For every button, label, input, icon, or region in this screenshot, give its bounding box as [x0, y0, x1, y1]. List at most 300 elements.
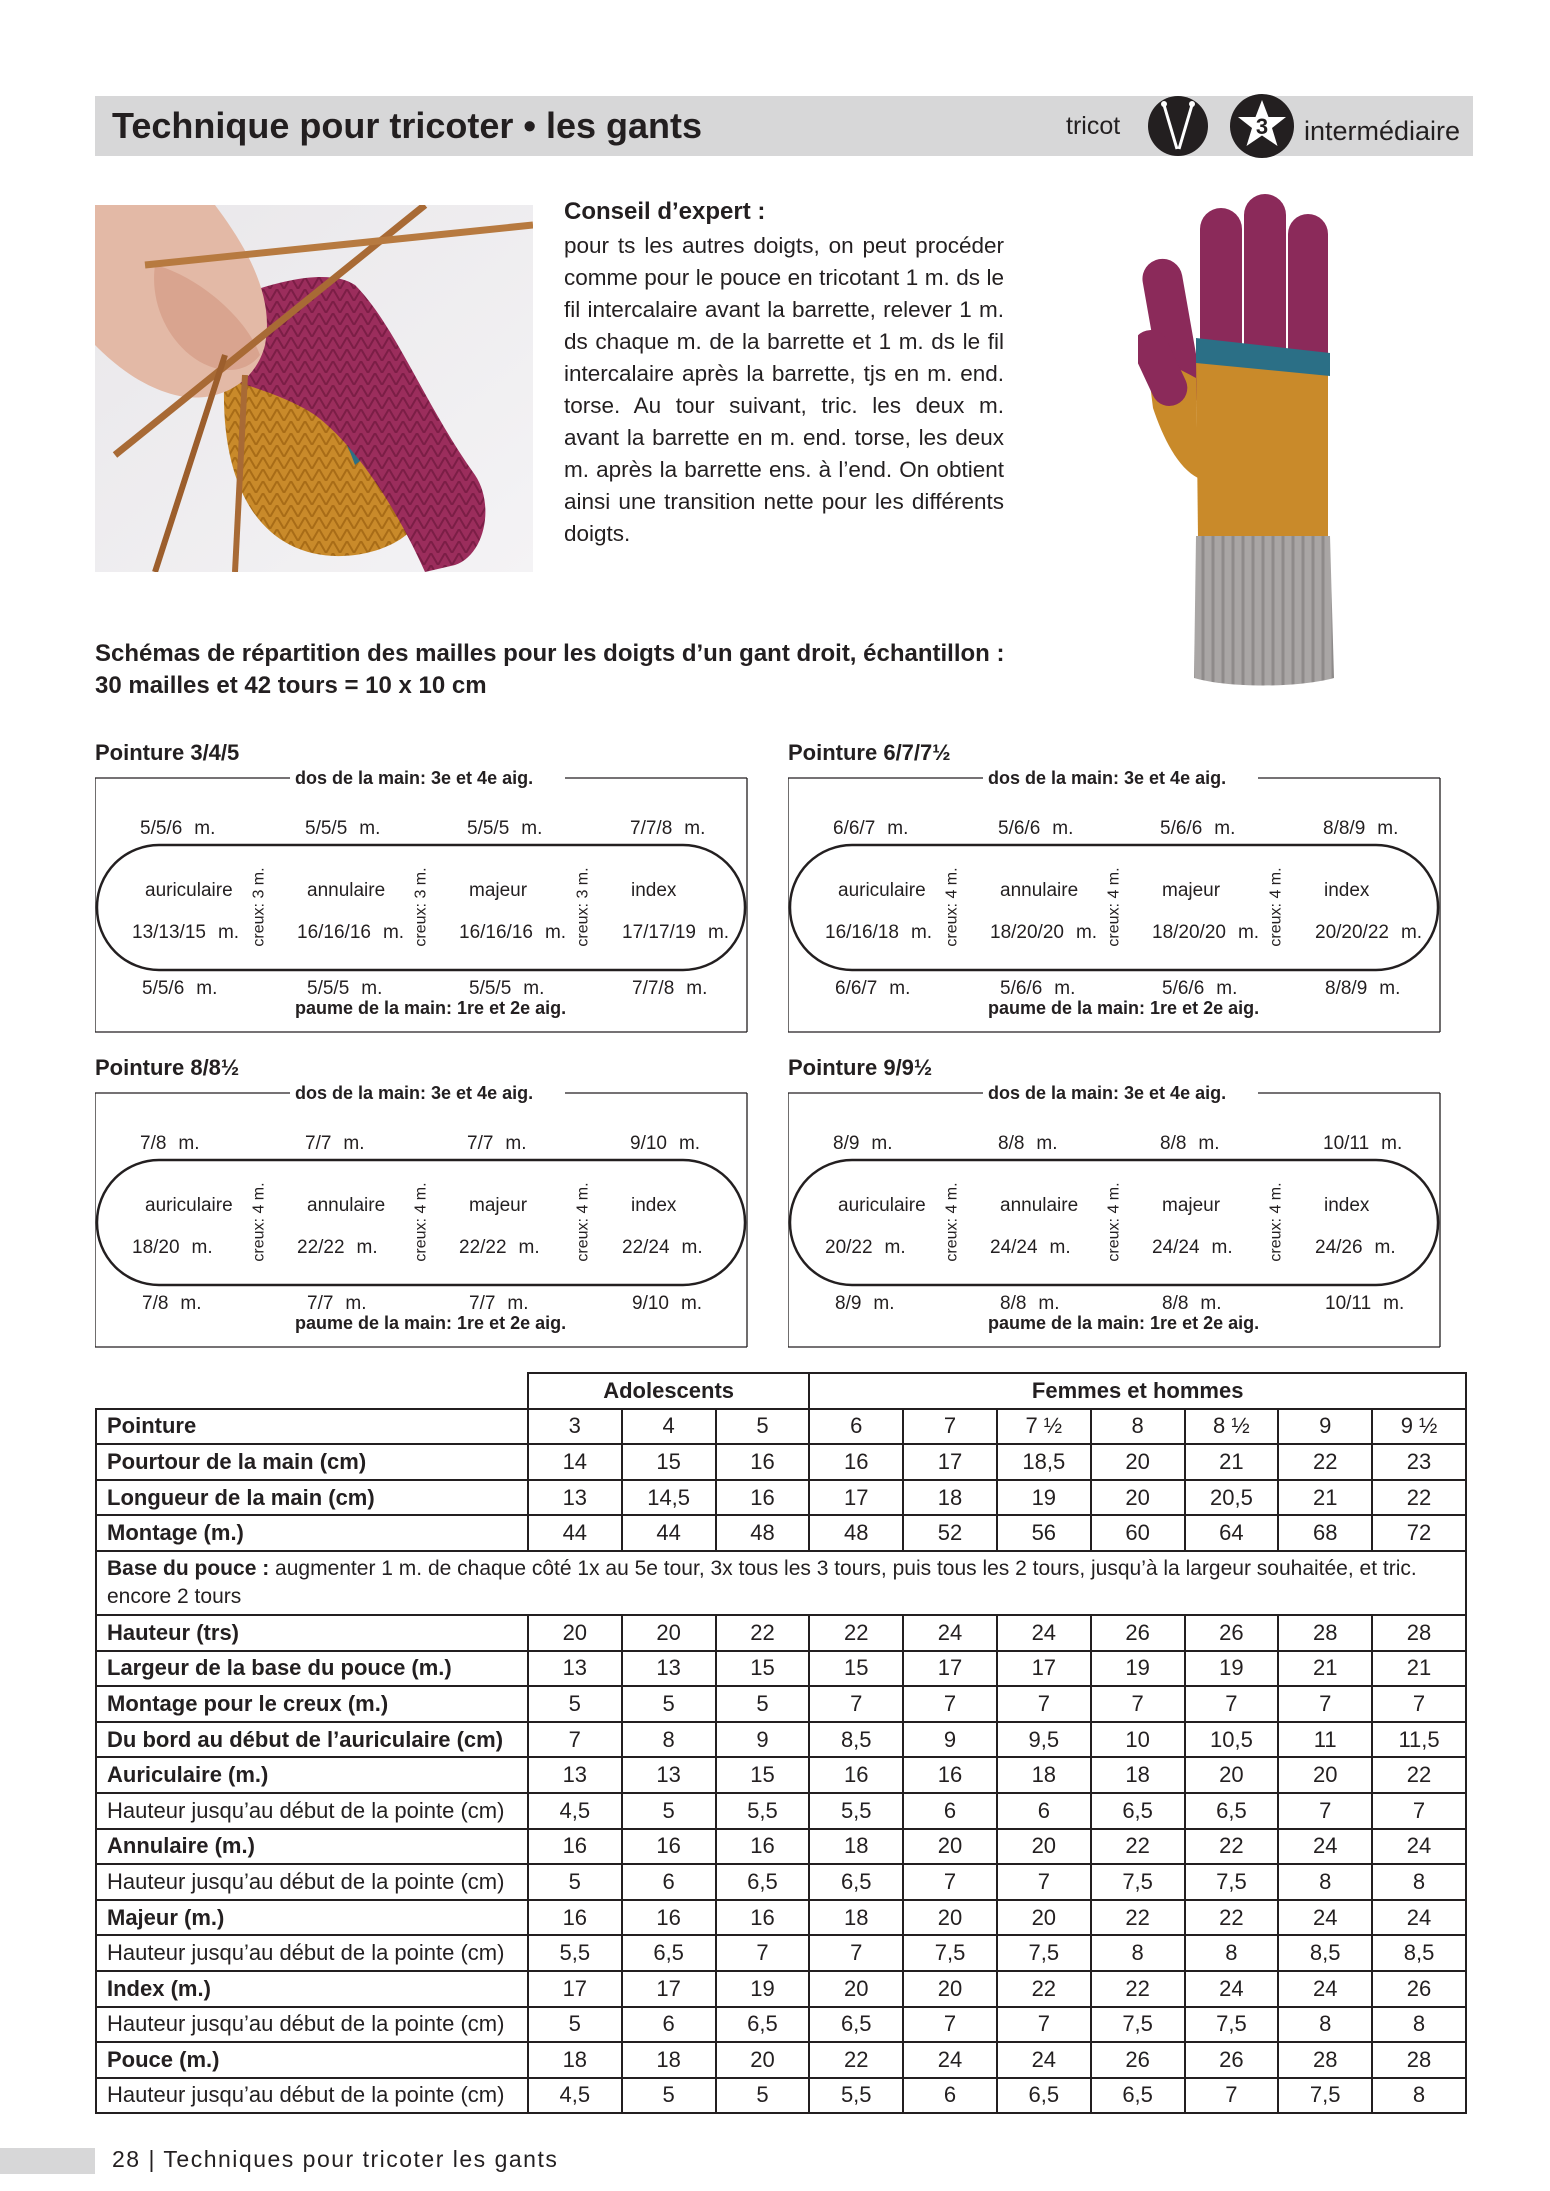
table-row	[96, 1651, 1466, 1687]
table-cell: 5,5	[528, 1935, 622, 1971]
table-cell: 8,5	[1278, 1935, 1372, 1971]
stitch-unit: m.	[1374, 1237, 1396, 1258]
row-label: Montage pour le creux (m.)	[96, 1686, 528, 1722]
bottom-stitch-count	[835, 1293, 895, 1315]
table-cell: 7,5	[1278, 2078, 1372, 2114]
table-cell: 28	[1372, 1615, 1466, 1651]
table-cell: 16	[528, 1829, 622, 1865]
table-cell: 22	[1372, 1757, 1466, 1793]
stitch-count: 6/6/7	[835, 978, 878, 999]
table-cell: 7,5	[1091, 1864, 1185, 1900]
table-cell: 17	[903, 1651, 997, 1687]
stitch-diagram	[95, 1055, 795, 1355]
stitch-unit: m.	[196, 978, 218, 999]
knitting-photo	[95, 205, 533, 572]
table-cell: 16	[716, 1829, 810, 1865]
table-cell: 21	[1278, 1651, 1372, 1687]
stitch-diagram	[788, 740, 1488, 1040]
stitch-count: 5/5/5	[307, 978, 350, 999]
stitch-unit: m.	[1052, 818, 1074, 839]
row-label: Hauteur jusqu’au début de la pointe (cm)	[96, 2007, 528, 2043]
group-adults: Femmes et hommes	[809, 1373, 1466, 1409]
table-cell: 7	[903, 1686, 997, 1722]
schemas-title-line2: 30 mailles et 42 tours = 10 x 10 cm	[95, 672, 487, 699]
table-cell: 15	[809, 1651, 903, 1687]
table-cell: 5	[528, 1686, 622, 1722]
stitch-count: 20/22	[825, 1237, 873, 1258]
table-row	[96, 2007, 1466, 2043]
table-cell: 24	[1372, 1900, 1466, 1936]
stitch-count: 7/8	[142, 1293, 169, 1314]
row-label: Majeur (m.)	[96, 1900, 528, 1936]
bottom-stitch-count	[142, 1293, 202, 1315]
stitch-count: 10/11	[1323, 1133, 1370, 1154]
table-cell: 20	[528, 1615, 622, 1651]
table-cell: 7	[1185, 2078, 1279, 2114]
top-stitch-count	[140, 1133, 200, 1155]
stitch-count: 18/20	[132, 1237, 180, 1258]
row-label: Hauteur jusqu’au début de la pointe (cm)	[96, 1864, 528, 1900]
table-cell: 22	[1091, 1971, 1185, 2007]
table-cell: 8,5	[809, 1722, 903, 1758]
table-cell: 20	[903, 1971, 997, 2007]
stitch-count: 24/24	[1152, 1237, 1200, 1258]
palm-label: paume de la main: 1re et 2e aig.	[295, 998, 567, 1018]
table-cell: 24	[1278, 1971, 1372, 2007]
table-cell: 18	[1091, 1757, 1185, 1793]
finger-stitch-count	[1315, 1237, 1396, 1259]
table-group-header	[96, 1373, 1466, 1409]
stitch-count: 7/7/8	[632, 978, 675, 999]
stitch-count: 22/22	[459, 1237, 507, 1258]
stitch-count: 24/24	[990, 1237, 1038, 1258]
stitch-unit: m.	[707, 922, 730, 943]
finger-name: majeur	[469, 880, 528, 901]
table-cell: 7	[1185, 1686, 1279, 1722]
table-cell: 22	[716, 1615, 810, 1651]
table-cell: 6	[622, 2007, 716, 2043]
stitch-count: 5/5/6	[142, 978, 185, 999]
table-cell: 24	[903, 2042, 997, 2078]
row-label: Hauteur jusqu’au début de la pointe (cm)	[96, 2078, 528, 2114]
table-cell: 20,5	[1185, 1480, 1279, 1516]
table-cell: 20	[997, 1900, 1091, 1936]
table-row	[96, 1935, 1466, 1971]
stitch-count: 9/10	[630, 1133, 667, 1154]
craft-label: tricot	[1066, 112, 1121, 140]
table-cell: 21	[1372, 1651, 1466, 1687]
finger-stitch-count	[825, 1237, 906, 1259]
bottom-stitch-count	[469, 1293, 529, 1315]
stitch-unit: m.	[1214, 818, 1236, 839]
table-cell: 5	[716, 2078, 810, 2114]
schemas-title-line1: Schémas de répartition des mailles pour les doigts d’un gant droit, échantillon :	[95, 640, 1005, 667]
stitch-unit: m.	[1400, 922, 1423, 943]
table-cell: 7	[1278, 1793, 1372, 1829]
stitch-unit: m.	[1381, 1133, 1403, 1154]
table-cell: 8	[1372, 1864, 1466, 1900]
table-cell: 6	[997, 1793, 1091, 1829]
finger-stitch-count	[132, 922, 239, 944]
table-cell: 6	[903, 1793, 997, 1829]
stitch-unit: m.	[1216, 978, 1238, 999]
stitch-unit: m.	[681, 1237, 703, 1258]
row-label: Montage (m.)	[96, 1515, 528, 1551]
table-cell: 20	[903, 1829, 997, 1865]
table-cell: 20	[622, 1615, 716, 1651]
table-cell: 5,5	[716, 1793, 810, 1829]
finger-name: auriculaire	[838, 880, 926, 901]
table-cell: 56	[997, 1515, 1091, 1551]
table-cell: 24	[1185, 1971, 1279, 2007]
table-cell: 21	[1278, 1480, 1372, 1516]
back-of-hand-label: dos de la main: 3e et 4e aig.	[295, 1083, 534, 1103]
finger-name: majeur	[1162, 1195, 1221, 1216]
table-cell: 28	[1278, 2042, 1372, 2078]
table-cell: 18	[622, 2042, 716, 2078]
stitch-count: 8/8/9	[1323, 818, 1366, 839]
table-cell: 5	[622, 1793, 716, 1829]
stitch-unit: m.	[180, 1293, 202, 1314]
finger-stitch-count	[1315, 922, 1422, 944]
stitch-count: 17/17/19	[622, 922, 696, 943]
table-cell: 8 ½	[1185, 1409, 1279, 1445]
table-cell: 44	[622, 1515, 716, 1551]
table-cell: 6,5	[1091, 2078, 1185, 2114]
table-row	[96, 1686, 1466, 1722]
table-cell: 16	[622, 1900, 716, 1936]
table-cell: 7	[1278, 1686, 1372, 1722]
row-label: Index (m.)	[96, 1971, 528, 2007]
top-stitch-count	[1160, 1133, 1220, 1155]
table-cell: 4,5	[528, 1793, 622, 1829]
table-cell: 8	[622, 1722, 716, 1758]
table-cell: 7,5	[903, 1935, 997, 1971]
table-cell: 6,5	[809, 1864, 903, 1900]
difficulty-level: 3	[1255, 114, 1269, 139]
stitch-unit: m.	[1054, 978, 1076, 999]
stitch-count: 5/6/6	[1000, 978, 1043, 999]
table-cell: 18	[997, 1757, 1091, 1793]
stitch-unit: m.	[910, 922, 933, 943]
finger-name: annulaire	[307, 880, 386, 901]
back-of-hand-label: dos de la main: 3e et 4e aig.	[988, 1083, 1227, 1103]
bottom-stitch-count	[1325, 978, 1400, 1000]
finger-name: index	[631, 1195, 677, 1216]
finger-name: index	[631, 880, 677, 901]
bottom-stitch-count	[307, 1293, 367, 1315]
table-cell: 20	[1185, 1757, 1279, 1793]
stitch-count: 7/7	[305, 1133, 332, 1154]
finger-name: auriculaire	[838, 1195, 926, 1216]
table-cell: 17	[809, 1480, 903, 1516]
bottom-stitch-count	[632, 1293, 702, 1315]
gusset-label: creux: 4 m.	[1267, 1182, 1285, 1262]
stitch-unit: m.	[686, 978, 708, 999]
stitch-count: 16/16/18	[825, 922, 899, 943]
stitch-unit: m.	[871, 1133, 893, 1154]
gusset-label: creux: 4 m.	[574, 1182, 592, 1262]
table-cell: 22	[1185, 1829, 1279, 1865]
stitch-count: 8/8/9	[1325, 978, 1368, 999]
gusset-label: creux: 4 m.	[412, 1182, 430, 1262]
schemas-title	[95, 638, 1175, 702]
stitch-unit: m.	[1379, 978, 1401, 999]
row-label: Largeur de la base du pouce (m.)	[96, 1651, 528, 1687]
table-cell: 60	[1091, 1515, 1185, 1551]
table-cell: 6,5	[716, 2007, 810, 2043]
table-cell: 8	[1278, 2007, 1372, 2043]
stitch-count: 5/5/6	[140, 818, 183, 839]
stitch-count: 5/6/6	[1160, 818, 1203, 839]
table-cell: 10,5	[1185, 1722, 1279, 1758]
table-row	[96, 1444, 1466, 1480]
table-cell: 7	[903, 1409, 997, 1445]
table-cell: 6	[903, 2078, 997, 2114]
table-cell: 8	[1091, 1409, 1185, 1445]
top-stitch-count	[467, 818, 542, 840]
table-cell: 22	[809, 1615, 903, 1651]
footer-bar	[0, 2148, 95, 2174]
table-cell: 16	[528, 1900, 622, 1936]
table-row	[96, 2042, 1466, 2078]
top-stitch-count	[1323, 818, 1398, 840]
knitting-needles-icon	[1147, 95, 1209, 157]
top-stitch-count	[833, 1133, 893, 1155]
stitch-unit: m.	[217, 922, 240, 943]
stitch-count: 5/5/5	[469, 978, 512, 999]
table-cell: 8	[1185, 1935, 1279, 1971]
top-stitch-count	[630, 818, 705, 840]
table-cell: 8	[1372, 2007, 1466, 2043]
stitch-count: 22/22	[297, 1237, 345, 1258]
table-cell: 13	[528, 1757, 622, 1793]
table-cell: 17	[622, 1971, 716, 2007]
bottom-stitch-count	[307, 978, 382, 1000]
table-cell: 7	[528, 1722, 622, 1758]
stitch-unit: m.	[544, 922, 567, 943]
table-row	[96, 1829, 1466, 1865]
stitch-count: 8/8	[1000, 1293, 1027, 1314]
stitch-count: 22/24	[622, 1237, 670, 1258]
finger-name: majeur	[469, 1195, 528, 1216]
table-cell: 16	[716, 1444, 810, 1480]
stitch-unit: m.	[684, 818, 706, 839]
table-cell: 6,5	[716, 1864, 810, 1900]
table-cell: 17	[997, 1651, 1091, 1687]
table-cell: 6	[809, 1409, 903, 1445]
table-cell: 8,5	[1372, 1935, 1466, 1971]
stitch-unit: m.	[382, 922, 405, 943]
difficulty-label: intermédiaire	[1304, 116, 1461, 146]
stitch-count: 7/7	[469, 1293, 496, 1314]
table-cell: 7,5	[997, 1935, 1091, 1971]
stitch-count: 5/5/5	[467, 818, 510, 839]
top-stitch-count	[833, 818, 908, 840]
gusset-label: creux: 4 m.	[943, 867, 961, 947]
table-cell: 9	[1278, 1409, 1372, 1445]
table-cell: 7	[1372, 1686, 1466, 1722]
top-stitch-count	[305, 1133, 365, 1155]
table-cell: 7,5	[1185, 1864, 1279, 1900]
table-cell: 15	[716, 1651, 810, 1687]
finger-stitch-count	[459, 922, 566, 944]
table-cell: 22	[1091, 1829, 1185, 1865]
table-cell: 22	[997, 1971, 1091, 2007]
stitch-unit: m.	[194, 818, 216, 839]
row-label: Hauteur jusqu’au début de la pointe (cm)	[96, 1935, 528, 1971]
stitch-count: 13/13/15	[132, 922, 206, 943]
table-cell: 3	[528, 1409, 622, 1445]
group-adolescents: Adolescents	[528, 1373, 809, 1409]
row-label: Hauteur (trs)	[96, 1615, 528, 1651]
table-cell: 17	[528, 1971, 622, 2007]
table-cell: 72	[1372, 1515, 1466, 1551]
table-cell: 7,5	[1091, 2007, 1185, 2043]
table-cell: 22	[809, 2042, 903, 2078]
gusset-label: creux: 4 m.	[250, 1182, 268, 1262]
table-cell: 7	[1091, 1686, 1185, 1722]
stitch-unit: m.	[345, 1293, 367, 1314]
gusset-label: creux: 4 m.	[1105, 867, 1123, 947]
base-pouce-label: Base du pouce :	[107, 1556, 270, 1580]
table-cell: 13	[528, 1651, 622, 1687]
stitch-unit: m.	[680, 1293, 703, 1314]
table-cell: 14,5	[622, 1480, 716, 1516]
finger-name: index	[1324, 880, 1370, 901]
table-cell: 44	[528, 1515, 622, 1551]
base-pouce-row	[96, 1551, 1466, 1615]
table-cell: 6,5	[809, 2007, 903, 2043]
top-stitch-count	[1323, 1133, 1402, 1155]
stitch-unit: m.	[1198, 1133, 1220, 1154]
table-cell: 52	[903, 1515, 997, 1551]
table-cell: 24	[1278, 1829, 1372, 1865]
finger-stitch-count	[1152, 922, 1259, 944]
expert-tip-title: Conseil d’expert :	[564, 198, 766, 225]
table-cell: 23	[1372, 1444, 1466, 1480]
table-cell: 16	[809, 1757, 903, 1793]
row-label: Du bord au début de l’auriculaire (cm)	[96, 1722, 528, 1758]
table-cell: 16	[903, 1757, 997, 1793]
table-cell: 19	[1185, 1651, 1279, 1687]
table-cell: 13	[622, 1757, 716, 1793]
gusset-label: creux: 3 m.	[250, 867, 268, 947]
bottom-stitch-count	[1325, 1293, 1404, 1315]
finger-stitch-count	[622, 922, 729, 944]
back-of-hand-label: dos de la main: 3e et 4e aig.	[988, 768, 1227, 788]
gusset-label: creux: 3 m.	[412, 867, 430, 947]
bottom-stitch-count	[1162, 978, 1237, 1000]
table-cell: 16	[716, 1900, 810, 1936]
top-stitch-count	[998, 1133, 1058, 1155]
stitch-count: 10/11	[1325, 1293, 1372, 1314]
stitch-unit: m.	[889, 978, 911, 999]
table-cell: 26	[1185, 2042, 1279, 2078]
finger-stitch-count	[132, 1237, 213, 1259]
stitch-unit: m.	[1038, 1293, 1060, 1314]
table-cell: 6,5	[1185, 1793, 1279, 1829]
table-cell: 5	[716, 1409, 810, 1445]
table-cell: 17	[903, 1444, 997, 1480]
table-cell: 24	[1372, 1829, 1466, 1865]
table-cell: 22	[1372, 1480, 1466, 1516]
table-cell: 7	[809, 1686, 903, 1722]
bottom-stitch-count	[632, 978, 707, 1000]
table-cell: 24	[903, 1615, 997, 1651]
top-stitch-count	[1160, 818, 1235, 840]
stitch-unit: m.	[1200, 1293, 1222, 1314]
stitch-count: 6/6/7	[833, 818, 876, 839]
table-cell: 5	[528, 2007, 622, 2043]
table-row	[96, 1722, 1466, 1758]
table-cell: 19	[997, 1480, 1091, 1516]
table-row	[96, 1971, 1466, 2007]
table-row	[96, 2078, 1466, 2114]
table-cell: 5	[622, 1686, 716, 1722]
back-of-hand-label: dos de la main: 3e et 4e aig.	[295, 768, 534, 788]
table-cell: 6,5	[997, 2078, 1091, 2114]
diagram-size-label: Pointure 6/7/7½	[788, 740, 951, 765]
table-cell: 21	[1185, 1444, 1279, 1480]
table-cell: 11	[1278, 1722, 1372, 1758]
top-stitch-count	[467, 1133, 527, 1155]
stitch-unit: m.	[887, 818, 909, 839]
table-cell: 7	[997, 1686, 1091, 1722]
top-stitch-count	[305, 818, 380, 840]
table-cell: 5,5	[809, 1793, 903, 1829]
bottom-stitch-count	[1000, 1293, 1060, 1315]
stitch-count: 18/20/20	[1152, 922, 1226, 943]
table-cell: 10	[1091, 1722, 1185, 1758]
finger-name: auriculaire	[145, 1195, 233, 1216]
palm-label: paume de la main: 1re et 2e aig.	[988, 1313, 1260, 1333]
expert-tip-text: pour ts les autres doigts, on peut procéder comme pour le pouce en tricotant 1 m. ds le fil intercalaire avant la barrette, relever 1 m. ds chaque m. de la barrette et 1 m. ds le fil intercalaire après la barrette, tjs en m. end. torse. Au tour suivant, tric. les deux m. avant la barrette en m. end. torse, les deux m. après la barrette ens. à l’end. On obtient ainsi une transition nette pour les différents doigts.	[564, 233, 1004, 546]
glove-photo	[1138, 178, 1378, 698]
table-row	[96, 1900, 1466, 1936]
bottom-stitch-count	[469, 978, 544, 1000]
stitch-count: 24/26	[1315, 1237, 1363, 1258]
table-cell: 18	[809, 1900, 903, 1936]
table-cell: 6	[622, 1864, 716, 1900]
stitch-unit: m.	[1237, 922, 1260, 943]
stitch-unit: m.	[518, 1237, 540, 1258]
table-cell: 26	[1372, 1971, 1466, 2007]
table-row	[96, 1615, 1466, 1651]
table-cell: 7,5	[1185, 2007, 1279, 2043]
diagram-size-label: Pointure 9/9½	[788, 1055, 933, 1080]
finger-name: annulaire	[1000, 1195, 1079, 1216]
table-cell: 20	[1091, 1444, 1185, 1480]
stitch-diagram	[95, 740, 795, 1040]
table-cell: 48	[809, 1515, 903, 1551]
finger-stitch-count	[459, 1237, 540, 1259]
row-label: Annulaire (m.)	[96, 1829, 528, 1865]
gusset-label: creux: 4 m.	[1105, 1182, 1123, 1262]
diagram-size-label: Pointure 3/4/5	[95, 740, 240, 765]
table-cell: 5,5	[809, 2078, 903, 2114]
table-cell: 16	[809, 1444, 903, 1480]
table-cell: 9,5	[997, 1722, 1091, 1758]
finger-stitch-count	[297, 1237, 378, 1259]
table-cell: 8	[1278, 1864, 1372, 1900]
table-cell: 64	[1185, 1515, 1279, 1551]
stitch-unit: m.	[1075, 922, 1098, 943]
finger-stitch-count	[825, 922, 932, 944]
table-cell: 4	[622, 1409, 716, 1445]
finger-name: majeur	[1162, 880, 1221, 901]
stitch-count: 20/20/22	[1315, 922, 1389, 943]
